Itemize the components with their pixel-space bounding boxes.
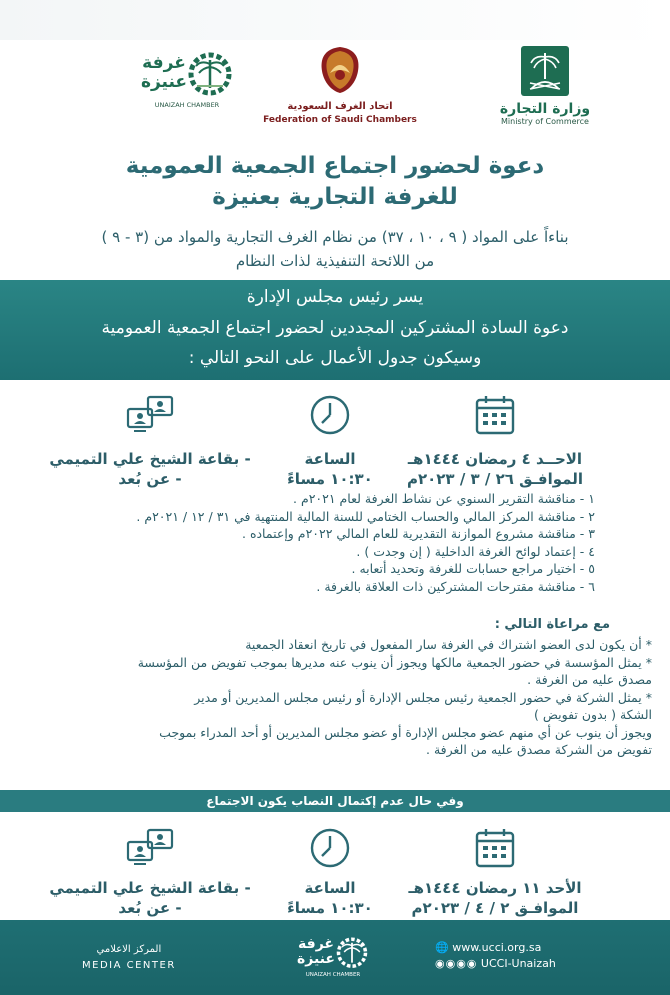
footer-logo-en: UNAIZAH CHAMBER xyxy=(305,972,361,978)
basis-line-1: بناءاً على المواد ( ٩ ، ١٠ ، ٣٧) من نظام الغرف التجارية والمواد من (٣ - ٩ ) xyxy=(101,228,569,246)
meeting2-time-value: ١٠:٣٠ مساءً xyxy=(287,899,373,917)
footer-logo-ar-1: غرفة xyxy=(298,936,334,952)
footer-contacts xyxy=(435,940,556,972)
meeting2-place-line-2: - عن بُعد xyxy=(118,899,182,917)
gear-palm-icon xyxy=(187,42,233,104)
invitation-band xyxy=(0,280,670,380)
note-line: تفويض من الشركة مصدق عليه من الغرفة . xyxy=(426,742,652,757)
agenda-item: ٤ - إعتماد لوائح الغرفة الداخلية ( إن وجدت ) . xyxy=(356,543,595,559)
invitation-line-3: وسيكون جدول الأعمال على النحو التالي : xyxy=(188,348,482,368)
notes-list xyxy=(22,636,652,759)
meeting1-date-line-2: الموافـق ٢٦ / ٣ / ٢٠٢٣م xyxy=(406,470,584,488)
social-icons: ◉◉◉◉ xyxy=(435,957,478,970)
media-center xyxy=(82,942,176,974)
meeting2-place-line-1: - بقاعة الشيخ علي التميمي xyxy=(49,879,251,897)
social-row[interactable] xyxy=(435,956,556,972)
palm-swords-icon xyxy=(520,45,570,97)
top-band xyxy=(0,0,670,40)
video-conference-icon xyxy=(126,393,174,437)
clock-icon xyxy=(308,393,352,437)
meeting1-date-line-1: الاحــد ٤ رمضان ١٤٤٤هـ xyxy=(407,450,583,468)
agenda-item: ٢ - مناقشة المركز المالي والحساب الختامي للسنة المالية المنتهية في ٣١ / ١٢ / ٢٠٢١م . xyxy=(136,508,595,524)
note-line: * أن يكون لدى العضو اشتراك في الغرفة سار المفعول في تاريخ انعقاد الجمعية xyxy=(245,637,652,652)
media-center-ar: المركز الاعلامي xyxy=(96,944,162,955)
agenda-item: ٥ - اختيار مراجع حسابات للغرفة وتحديد أتعابه . xyxy=(351,561,595,576)
title-line-2: للغرفة التجارية بعنيزة xyxy=(212,184,458,210)
social-handle[interactable]: UCCI-Unaizah xyxy=(480,957,556,970)
meeting1-date xyxy=(400,393,590,489)
note-line: الشكة ( بدون تفويض ) xyxy=(534,707,652,722)
meeting1-time xyxy=(270,393,390,489)
invitation-line-1: يسر رئيس مجلس الإدارة xyxy=(246,287,424,307)
title-line-1: دعوة لحضور اجتماع الجمعية العمومية xyxy=(125,153,545,179)
calendar-icon xyxy=(473,393,517,437)
website-row[interactable] xyxy=(435,940,556,956)
meeting1-place-line-1: - بقاعة الشيخ علي التميمي xyxy=(49,450,251,468)
agenda-item: ١ - مناقشة التقرير السنوي عن نشاط الغرفة لعام ٢٠٢١م . xyxy=(293,491,595,506)
meeting2-time xyxy=(270,826,390,918)
federation-logo xyxy=(260,45,420,125)
meeting2-place xyxy=(45,826,255,918)
moc-logo-ar: وزارة التجارة xyxy=(499,101,591,117)
footer-logo xyxy=(283,930,383,978)
footer xyxy=(0,920,670,995)
meeting2-time-label: الساعة xyxy=(304,879,356,897)
moc-logo-en: Ministry of Commerce xyxy=(501,117,589,126)
agenda-item: ٣ - مناقشة مشروع الموازنة التقديرية للعام المالي ٢٠٢٢م وإعتماده . xyxy=(242,526,595,541)
notes-title: مع مراعاة التالي : xyxy=(494,617,610,632)
federation-emblem-icon xyxy=(318,45,362,95)
note-line: * يمثل الشركة في حضور الجمعية رئيس مجلس الإدارة أو رئيس مجلس المديرين أو مدير xyxy=(194,689,652,705)
note-line: مصدق عليه من الغرفة . xyxy=(527,672,652,687)
footer-logo-ar-2: عنيزة xyxy=(297,951,335,967)
clock-icon xyxy=(308,826,352,870)
agenda-item: ٦ - مناقشة مقترحات المشتركين ذات العلاقة بالغرفة . xyxy=(316,578,595,594)
globe-icon: 🌐 xyxy=(435,941,449,954)
ucc-logo-ar-1: غرفة xyxy=(142,53,186,73)
fsc-logo-en: Federation of Saudi Chambers xyxy=(263,115,417,125)
invitation-line-2: دعوة السادة المشتركين المجددين لحضور اجتماع الجمعية العمومية xyxy=(101,318,569,338)
fsc-logo-ar: اتحاد الغرف السعودية xyxy=(287,101,393,112)
basis-line-2: من اللائحة التنفيذية لذات النظام xyxy=(235,252,435,270)
note-line: ويجوز أن ينوب عن أي منهم عضو مجلس الإدارة أو عضو مجلس المديرين أو أحد المدراء بموجب xyxy=(159,724,652,740)
ministry-of-commerce-logo xyxy=(490,45,600,127)
unaizah-chamber-logo xyxy=(132,42,242,110)
media-center-en: MEDIA CENTER xyxy=(82,960,176,971)
meeting1-place xyxy=(45,393,255,489)
ucc-logo-ar-2: عنيزة xyxy=(140,72,188,92)
meeting2-date-line-2: الموافـق ٢ / ٤ / ٢٠٢٣م xyxy=(411,899,579,917)
meeting2-date-line-1: الأحد ١١ رمضان ١٤٤٤هـ xyxy=(408,879,582,897)
meeting1-place-line-2: - عن بُعد xyxy=(118,470,182,488)
meeting2-date xyxy=(400,826,590,918)
gear-palm-icon xyxy=(335,930,369,974)
agenda-list xyxy=(75,490,595,595)
meeting1-time-label: الساعة xyxy=(304,450,356,468)
note-line: * يمثل المؤسسة في حضور الجمعية مالكها ويجوز أن ينوب عنه مديرها بموجب تفويض من المؤسسة xyxy=(137,654,652,670)
calendar-icon xyxy=(473,826,517,870)
video-conference-icon xyxy=(126,826,174,870)
quorum-band: وفي حال عدم إكتمال النصاب يكون الاجتماع xyxy=(0,790,670,812)
meeting1-time-value: ١٠:٣٠ مساءً xyxy=(287,470,373,488)
ucc-logo-en: UNAIZAH CHAMBER xyxy=(154,101,220,109)
website-link[interactable]: www.ucci.org.sa xyxy=(452,941,542,954)
